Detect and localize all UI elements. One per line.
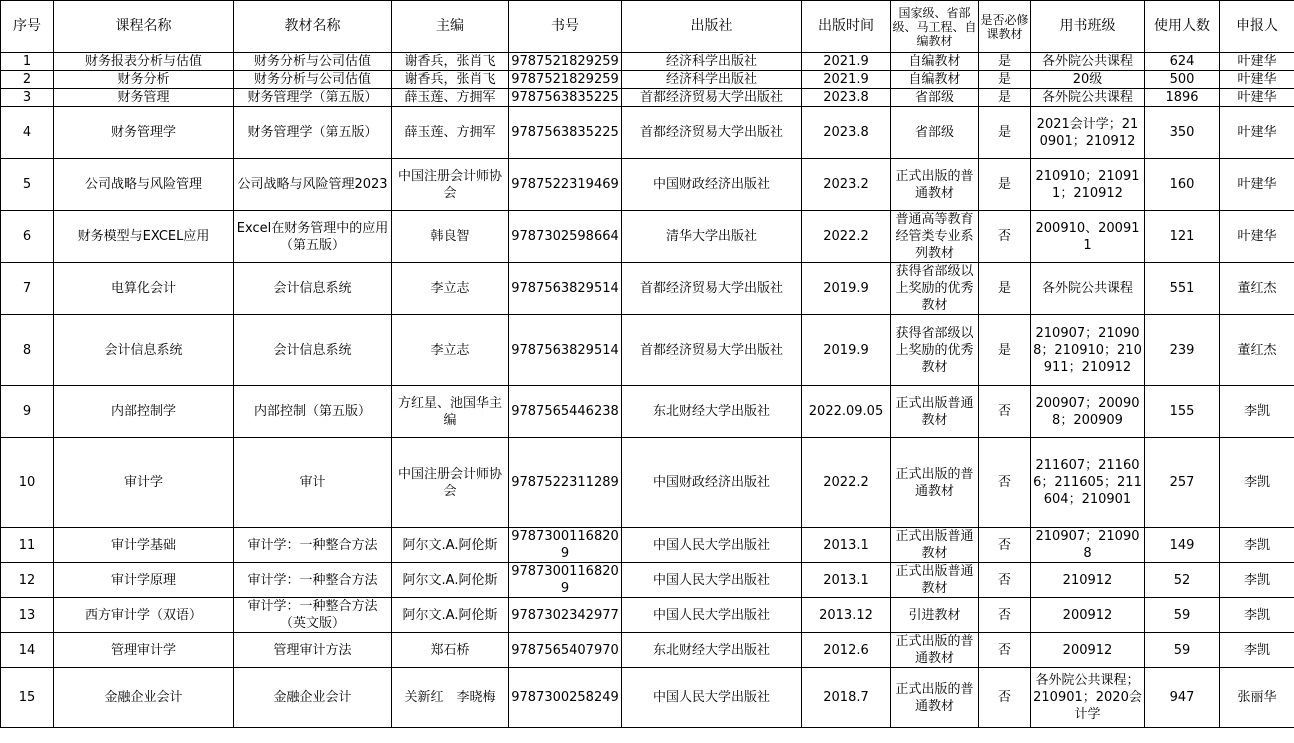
cell-count: 52 [1145, 563, 1220, 598]
cell-editor: 中国注册会计师协会 [392, 438, 509, 528]
cell-count: 257 [1145, 438, 1220, 528]
cell-no: 13 [1, 598, 54, 633]
cell-isbn: 9787565446238 [509, 386, 622, 438]
cell-course: 财务模型与EXCEL应用 [54, 211, 234, 263]
cell-isbn: 9787521829259 [509, 71, 622, 89]
cell-level: 省部级 [891, 107, 979, 159]
header-applicant: 申报人 [1220, 1, 1294, 53]
table-row [1, 668, 1294, 728]
cell-isbn: 9787300258249 [509, 668, 622, 728]
header-classes: 用书班级 [1031, 1, 1145, 53]
cell-date: 2018.7 [802, 668, 891, 728]
cell-textbook: 审计学：一种整合方法（英文版） [234, 598, 392, 633]
cell-editor: 方红星、池国华主编 [392, 386, 509, 438]
cell-publisher: 首都经济贸易大学出版社 [622, 315, 802, 386]
table-row [1, 315, 1294, 386]
header-row [1, 1, 1294, 53]
cell-required: 否 [979, 528, 1031, 563]
header-no: 序号 [1, 1, 54, 53]
cell-applicant: 李凯 [1220, 598, 1294, 633]
cell-publisher: 中国人民大学出版社 [622, 668, 802, 728]
cell-isbn: 9787563829514 [509, 263, 622, 315]
cell-date: 2013.1 [802, 528, 891, 563]
cell-classes: 20级 [1031, 71, 1145, 89]
cell-applicant: 董红杰 [1220, 263, 1294, 315]
header-level: 国家级、省部级、马工程、自编教材 [891, 1, 979, 53]
cell-editor: 阿尔文.A.阿伦斯 [392, 598, 509, 633]
cell-course: 财务分析 [54, 71, 234, 89]
cell-course: 审计学原理 [54, 563, 234, 598]
cell-course: 电算化会计 [54, 263, 234, 315]
cell-required: 是 [979, 263, 1031, 315]
cell-isbn: 9787300116820 9 [509, 563, 622, 598]
cell-date: 2021.9 [802, 71, 891, 89]
cell-textbook: 内部控制（第五版） [234, 386, 392, 438]
cell-no: 1 [1, 53, 54, 71]
cell-level: 获得省部级以上奖励的优秀教材 [891, 263, 979, 315]
cell-isbn: 9787563835225 [509, 89, 622, 107]
cell-classes: 2021会计学；210901；210912 [1031, 107, 1145, 159]
cell-date: 2019.9 [802, 263, 891, 315]
cell-count: 155 [1145, 386, 1220, 438]
cell-course: 西方审计学（双语） [54, 598, 234, 633]
cell-level: 正式出版普通教材 [891, 563, 979, 598]
cell-count: 239 [1145, 315, 1220, 386]
cell-isbn: 9787521829259 [509, 53, 622, 71]
cell-classes: 210907；210908 [1031, 528, 1145, 563]
table-row [1, 563, 1294, 598]
cell-course: 审计学 [54, 438, 234, 528]
cell-textbook: Excel在财务管理中的应用（第五版） [234, 211, 392, 263]
cell-count: 149 [1145, 528, 1220, 563]
cell-date: 2023.2 [802, 159, 891, 211]
cell-required: 否 [979, 563, 1031, 598]
cell-editor: 阿尔文.A.阿伦斯 [392, 528, 509, 563]
cell-course: 会计信息系统 [54, 315, 234, 386]
cell-editor: 关新红 李晓梅 [392, 668, 509, 728]
cell-applicant: 张丽华 [1220, 668, 1294, 728]
cell-applicant: 李凯 [1220, 633, 1294, 668]
cell-date: 2023.8 [802, 89, 891, 107]
cell-required: 否 [979, 438, 1031, 528]
cell-applicant: 李凯 [1220, 528, 1294, 563]
table-row [1, 211, 1294, 263]
cell-count: 624 [1145, 53, 1220, 71]
cell-applicant: 叶建华 [1220, 89, 1294, 107]
cell-course: 公司战略与风险管理 [54, 159, 234, 211]
cell-isbn: 9787563829514 [509, 315, 622, 386]
cell-classes: 200912 [1031, 633, 1145, 668]
cell-date: 2013.1 [802, 563, 891, 598]
cell-required: 是 [979, 71, 1031, 89]
cell-level: 正式出版普通教材 [891, 386, 979, 438]
cell-applicant: 李凯 [1220, 563, 1294, 598]
cell-textbook: 公司战略与风险管理2023 [234, 159, 392, 211]
cell-level: 获得省部级以上奖励的优秀教材 [891, 315, 979, 386]
cell-isbn: 9787300116820 9 [509, 528, 622, 563]
cell-no: 7 [1, 263, 54, 315]
cell-isbn: 9787522311289 [509, 438, 622, 528]
cell-required: 是 [979, 159, 1031, 211]
cell-no: 15 [1, 668, 54, 728]
cell-level: 正式出版的普通教材 [891, 438, 979, 528]
cell-date: 2023.8 [802, 107, 891, 159]
cell-textbook: 财务分析与公司估值 [234, 71, 392, 89]
cell-count: 500 [1145, 71, 1220, 89]
cell-level: 正式出版的普通教材 [891, 668, 979, 728]
cell-no: 12 [1, 563, 54, 598]
cell-publisher: 中国人民大学出版社 [622, 598, 802, 633]
cell-count: 160 [1145, 159, 1220, 211]
header-course: 课程名称 [54, 1, 234, 53]
cell-course: 财务报表分析与估值 [54, 53, 234, 71]
cell-course: 财务管理 [54, 89, 234, 107]
cell-applicant: 叶建华 [1220, 53, 1294, 71]
cell-editor: 李立志 [392, 315, 509, 386]
cell-date: 2021.9 [802, 53, 891, 71]
cell-classes: 210910；210911；210912 [1031, 159, 1145, 211]
cell-applicant: 叶建华 [1220, 71, 1294, 89]
cell-date: 2022.2 [802, 211, 891, 263]
cell-classes: 200907；200908；200909 [1031, 386, 1145, 438]
cell-publisher: 东北财经大学出版社 [622, 386, 802, 438]
cell-course: 审计学基础 [54, 528, 234, 563]
cell-classes: 各外院公共课程 [1031, 53, 1145, 71]
cell-textbook: 财务分析与公司估值 [234, 53, 392, 71]
cell-editor: 中国注册会计师协会 [392, 159, 509, 211]
cell-textbook: 审计 [234, 438, 392, 528]
header-date: 出版时间 [802, 1, 891, 53]
cell-applicant: 叶建华 [1220, 159, 1294, 211]
cell-isbn: 9787563835225 [509, 107, 622, 159]
cell-required: 否 [979, 211, 1031, 263]
table-row [1, 386, 1294, 438]
cell-no: 10 [1, 438, 54, 528]
table-row [1, 633, 1294, 668]
cell-no: 2 [1, 71, 54, 89]
cell-date: 2022.2 [802, 438, 891, 528]
cell-textbook: 金融企业会计 [234, 668, 392, 728]
cell-level: 引进教材 [891, 598, 979, 633]
cell-no: 14 [1, 633, 54, 668]
cell-applicant: 叶建华 [1220, 107, 1294, 159]
cell-course: 内部控制学 [54, 386, 234, 438]
cell-count: 350 [1145, 107, 1220, 159]
cell-publisher: 中国财政经济出版社 [622, 159, 802, 211]
cell-editor: 薛玉莲、方拥军 [392, 89, 509, 107]
cell-applicant: 李凯 [1220, 386, 1294, 438]
table-row [1, 107, 1294, 159]
cell-required: 否 [979, 598, 1031, 633]
cell-isbn: 9787302342977 [509, 598, 622, 633]
table-row [1, 263, 1294, 315]
cell-course: 金融企业会计 [54, 668, 234, 728]
cell-count: 1896 [1145, 89, 1220, 107]
cell-no: 6 [1, 211, 54, 263]
cell-textbook: 会计信息系统 [234, 315, 392, 386]
cell-date: 2019.9 [802, 315, 891, 386]
cell-publisher: 中国人民大学出版社 [622, 563, 802, 598]
cell-level: 省部级 [891, 89, 979, 107]
cell-textbook: 审计学：一种整合方法 [234, 528, 392, 563]
cell-publisher: 首都经济贸易大学出版社 [622, 107, 802, 159]
cell-required: 是 [979, 107, 1031, 159]
cell-isbn: 9787522319469 [509, 159, 622, 211]
cell-level: 正式出版的普通教材 [891, 159, 979, 211]
cell-no: 11 [1, 528, 54, 563]
cell-no: 3 [1, 89, 54, 107]
cell-no: 4 [1, 107, 54, 159]
cell-applicant: 董红杰 [1220, 315, 1294, 386]
cell-publisher: 经济科学出版社 [622, 53, 802, 71]
cell-publisher: 首都经济贸易大学出版社 [622, 263, 802, 315]
cell-date: 2012.6 [802, 633, 891, 668]
cell-date: 2013.12 [802, 598, 891, 633]
cell-level: 正式出版普通教材 [891, 528, 979, 563]
cell-publisher: 中国财政经济出版社 [622, 438, 802, 528]
cell-count: 947 [1145, 668, 1220, 728]
cell-course: 财务管理学 [54, 107, 234, 159]
cell-isbn: 9787302598664 [509, 211, 622, 263]
cell-level: 普通高等教育经管类专业系列教材 [891, 211, 979, 263]
cell-count: 121 [1145, 211, 1220, 263]
cell-level: 正式出版的普通教材 [891, 633, 979, 668]
cell-required: 是 [979, 89, 1031, 107]
cell-classes: 211607；211606；211605；211604；210901 [1031, 438, 1145, 528]
cell-editor: 郑石桥 [392, 633, 509, 668]
cell-editor: 谢香兵，张肖飞 [392, 71, 509, 89]
cell-classes: 200910、200911 [1031, 211, 1145, 263]
cell-count: 59 [1145, 598, 1220, 633]
table-row [1, 71, 1294, 89]
header-textbook: 教材名称 [234, 1, 392, 53]
cell-publisher: 中国人民大学出版社 [622, 528, 802, 563]
cell-no: 9 [1, 386, 54, 438]
cell-editor: 阿尔文.A.阿伦斯 [392, 563, 509, 598]
cell-no: 5 [1, 159, 54, 211]
cell-required: 否 [979, 633, 1031, 668]
cell-isbn: 9787565407970 [509, 633, 622, 668]
table-row [1, 53, 1294, 71]
cell-editor: 李立志 [392, 263, 509, 315]
cell-applicant: 李凯 [1220, 438, 1294, 528]
cell-no: 8 [1, 315, 54, 386]
cell-required: 是 [979, 315, 1031, 386]
cell-textbook: 财务管理学（第五版） [234, 107, 392, 159]
cell-classes: 210907；210908；210910；210911；210912 [1031, 315, 1145, 386]
cell-editor: 谢香兵，张肖飞 [392, 53, 509, 71]
table-row [1, 598, 1294, 633]
cell-editor: 薛玉莲、方拥军 [392, 107, 509, 159]
cell-classes: 200912 [1031, 598, 1145, 633]
cell-textbook: 财务管理学（第五版） [234, 89, 392, 107]
cell-date: 2022.09.05 [802, 386, 891, 438]
cell-classes: 各外院公共课程 [1031, 263, 1145, 315]
cell-count: 551 [1145, 263, 1220, 315]
cell-applicant: 叶建华 [1220, 211, 1294, 263]
cell-required: 是 [979, 53, 1031, 71]
header-required: 是否必修课教材 [979, 1, 1031, 53]
cell-required: 否 [979, 668, 1031, 728]
cell-classes: 210912 [1031, 563, 1145, 598]
table-body [1, 53, 1294, 728]
header-publisher: 出版社 [622, 1, 802, 53]
cell-level: 自编教材 [891, 71, 979, 89]
header-isbn: 书号 [509, 1, 622, 53]
table-row [1, 159, 1294, 211]
cell-classes: 各外院公共课程 [1031, 89, 1145, 107]
header-count: 使用人数 [1145, 1, 1220, 53]
cell-classes: 各外院公共课程；210901；2020会计学 [1031, 668, 1145, 728]
table-row [1, 89, 1294, 107]
cell-publisher: 首都经济贸易大学出版社 [622, 89, 802, 107]
cell-publisher: 清华大学出版社 [622, 211, 802, 263]
cell-publisher: 经济科学出版社 [622, 71, 802, 89]
table-row [1, 528, 1294, 563]
cell-textbook: 管理审计方法 [234, 633, 392, 668]
cell-publisher: 东北财经大学出版社 [622, 633, 802, 668]
cell-count: 59 [1145, 633, 1220, 668]
cell-required: 否 [979, 386, 1031, 438]
cell-textbook: 审计学：一种整合方法 [234, 563, 392, 598]
cell-course: 管理审计学 [54, 633, 234, 668]
cell-level: 自编教材 [891, 53, 979, 71]
table-row [1, 438, 1294, 528]
cell-editor: 韩良智 [392, 211, 509, 263]
header-editor: 主编 [392, 1, 509, 53]
cell-textbook: 会计信息系统 [234, 263, 392, 315]
